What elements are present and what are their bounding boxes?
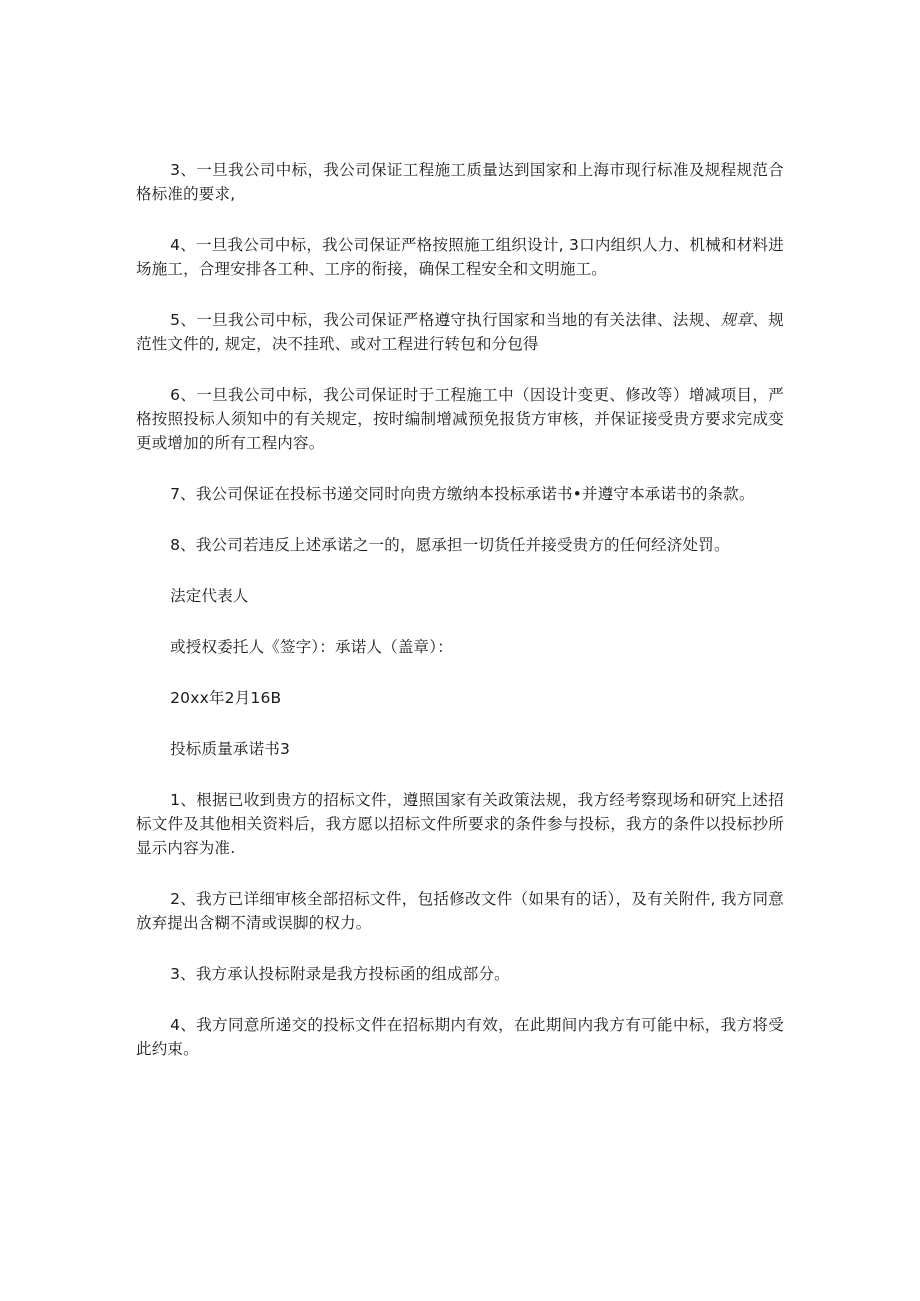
clause-4-construction-plan: 4、一旦我公司中标，我公司保证严格按照施工组织设计, 3口内组织人力、机械和材料进场施工，合理安排各工种、工序的衔接，确保工程安全和文明施工。 — [136, 236, 784, 278]
section-title: 投标质量承诺书3 — [170, 740, 291, 758]
tender-clause-3: 3、我方承认投标附录是我方投标函的组成部分。 — [170, 965, 510, 983]
signature-date: 20xx年2月16B — [170, 689, 282, 707]
clause-5-text-italic: 规章 — [720, 311, 753, 329]
tender-clause-4: 4、我方同意所递交的投标文件在招标期内有效，在此期间内我方有可能中标，我方将受此约束。 — [136, 1016, 784, 1058]
clause-3-quality: 3、一旦我公司中标，我公司保证工程施工质量达到国家和上海市现行标准及规程规范合格标准的要求, — [136, 161, 784, 203]
legal-representative-label: 法定代表人 — [170, 587, 249, 605]
clause-6-changes: 6、一旦我公司中标，我公司保证时于工程施工中（因设计变更、修改等）增减项目，严格按照投标人须知中的有关规定，按时编制增减预免报货方审核，并保证接受贵方要求完成变更或增加的所有工程内容。 — [136, 386, 784, 452]
tender-clause-1: 1、根据已收到贵方的招标文件，遵照国家有关政策法规，我方经考察现场和研究上述招标文件及其他相关资料后，我方愿以招标文件所要求的条件参与投标，我方的条件以投标抄所显示内容为准. — [136, 791, 784, 857]
tender-clause-2: 2、我方已详细审核全部招标文件，包括修改文件（如果有的话），及有关附件, 我方同意放弃提出含糊不清或误脚的权力。 — [136, 890, 784, 932]
clause-7-payment: 7、我公司保证在投标书递交同时向贵方缴纳本投标承诺书•并遵守本承诺书的条款。 — [170, 485, 755, 503]
document-page — [136, 158, 784, 1088]
clause-5-text-before: 5、一旦我公司中标，我公司保证严格遵守执行国家和当地的有关法律、法规、 — [170, 311, 721, 329]
clause-5-compliance — [136, 308, 784, 356]
authorized-signature-line: 或授权委托人《签字）：承诺人（盖章）： — [170, 638, 453, 656]
clause-5-text-after: 、规范性文件的, 规定，决不挂玳、或对工程进行转包和分包得 — [136, 311, 784, 353]
clause-8-penalty: 8、我公司若违反上述承诺之一的，愿承担一切货任并接受贵方的任何经济处罚。 — [170, 536, 730, 554]
